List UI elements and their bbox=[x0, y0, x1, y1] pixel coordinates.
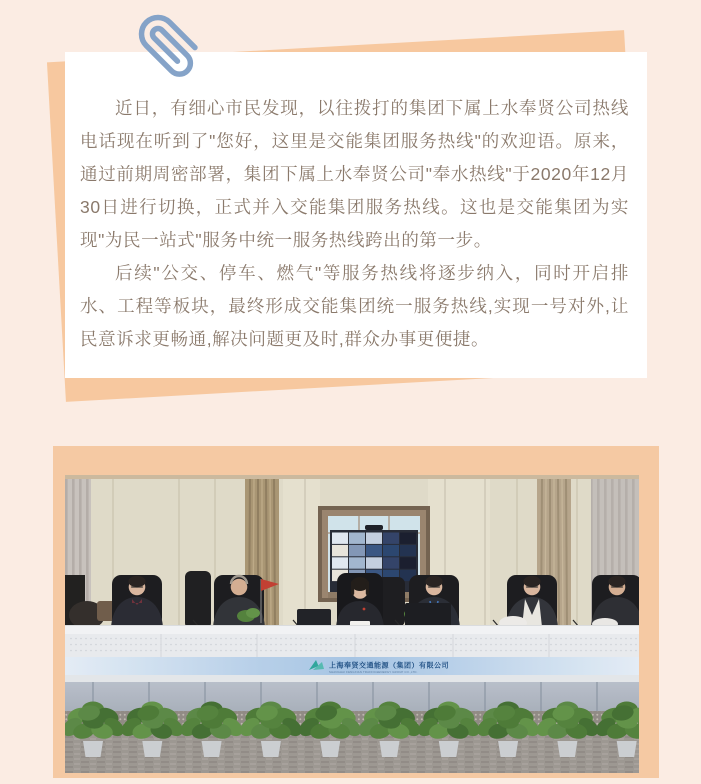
article-card bbox=[65, 52, 647, 378]
company-name-en: SHANGHAI FENGXIAN TRAFFIC&ENERGY GROUP CO.,LTD. bbox=[329, 670, 418, 674]
conference-photo bbox=[65, 475, 639, 773]
article-paragraph-1: 近日，有细心市民发现，以往拨打的集团下属上水奉贤公司热线电话现在听到了"您好，这里是交能集团服务热线"的欢迎语。原来，通过前期周密部署，集团下属上水奉贤公司"奉水热线"于2020年12月30日进行切换，正式并入交能集团服务热线。这也是交能集团为实现"为民一站式"服务中统一服务热线跨出的第一步。 bbox=[80, 98, 629, 250]
article-paragraph-2: 后续"公交、停车、燃气"等服务热线将逐步纳入，同时开启排水、工程等板块，最终形成交能集团统一服务热线,实现一号对外,让民意诉求更畅通,解决问题更及时,群众办事更便捷。 bbox=[80, 263, 629, 349]
photo-frame bbox=[53, 446, 659, 778]
paperclip-icon bbox=[136, 12, 202, 78]
company-name-cn: 上海奉贤交通能源（集团）有限公司 bbox=[329, 662, 449, 670]
